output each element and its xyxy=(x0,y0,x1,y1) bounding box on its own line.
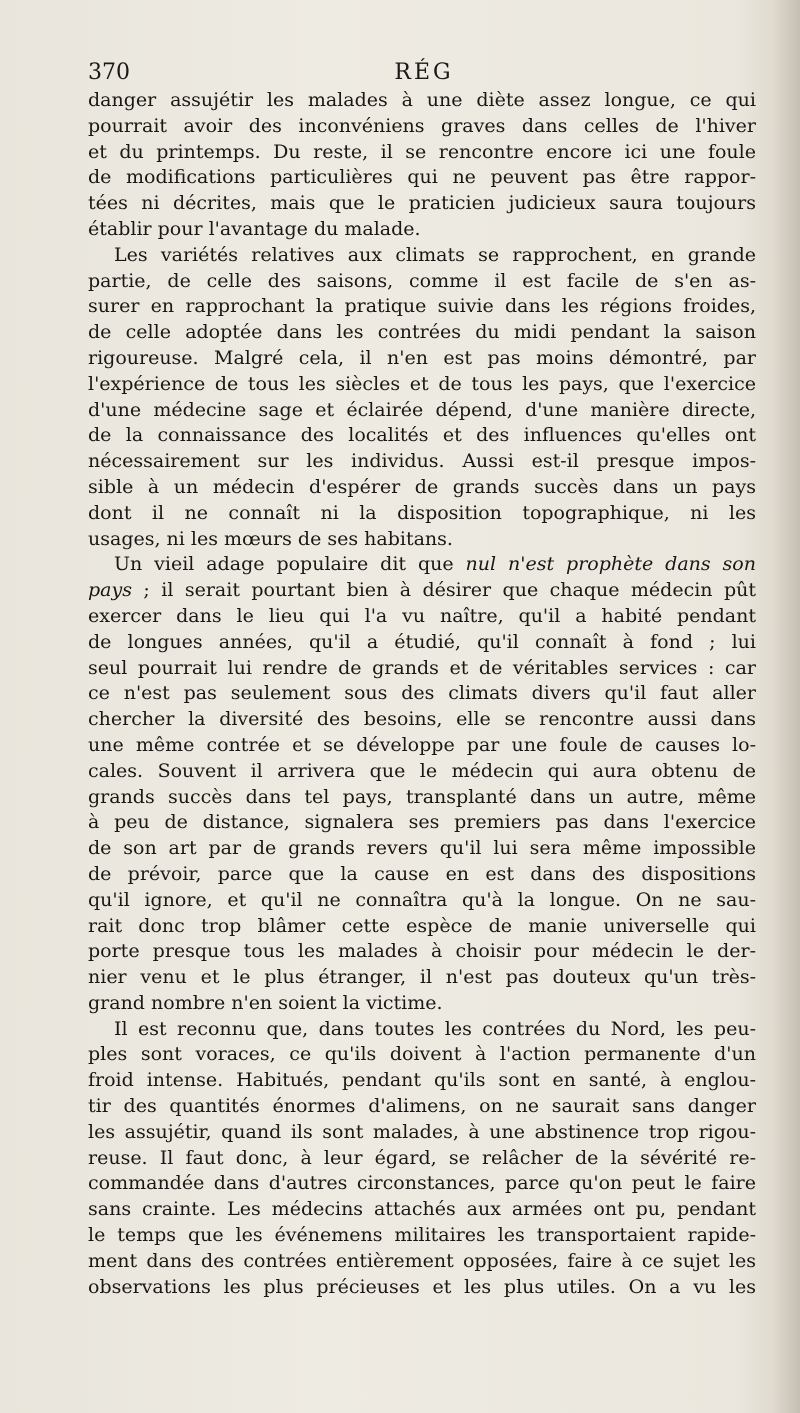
text-line: et du printemps. Du reste, il se rencontre encore ici une foule xyxy=(88,140,756,163)
text-line: rigoureuse. Malgré cela, il n'en est pas moins démontré, par xyxy=(88,346,756,369)
text-line: grand nombre n'en soient la victime. xyxy=(88,991,443,1014)
page-edge-shadow xyxy=(772,0,800,1413)
text-line: ce n'est pas seulement sous des climats divers qu'il faut aller xyxy=(88,682,756,705)
text-line: de longues années, qu'il a étudié, qu'il connaît à fond ; lui xyxy=(88,630,756,653)
text-line: de prévoir, parce que la cause en est dans des dispositions xyxy=(88,862,756,885)
text-line: ples sont voraces, ce qu'ils doivent à l'action permanente d'un xyxy=(88,1043,756,1066)
text-line: les assujétir, quand ils sont malades, à une abstinence trop rigou- xyxy=(88,1120,756,1143)
text-line: danger assujétir les malades à une diète assez longue, ce qui xyxy=(88,89,756,111)
text-line: reuse. Il faut donc, à leur égard, se relâcher de la sévérité re- xyxy=(88,1146,756,1169)
text-line: porte presque tous les malades à choisir pour médecin le der- xyxy=(88,940,756,963)
text-line: de celle adoptée dans les contrées du midi pendant la saison xyxy=(88,321,756,344)
text-line: partie, de celle des saisons, comme il est facile de s'en as- xyxy=(88,269,756,292)
page-header xyxy=(88,58,760,88)
text-line: l'expérience de tous les siècles et de tous les pays, que l'exercice xyxy=(88,372,756,395)
text-line: cales. Souvent il arrivera que le médecin qui aura obtenu de xyxy=(88,759,756,782)
text-line: pourrait avoir des inconvéniens graves dans celles de l'hiver xyxy=(88,114,756,137)
paragraph-2 xyxy=(88,243,756,553)
text-line: d'une médecine sage et éclairée dépend, d'une manière directe, xyxy=(88,398,756,421)
text-line: Les variétés relatives aux climats se rapprochent, en grande xyxy=(114,243,756,266)
text-line: une même contrée et se développe par une foule de causes lo- xyxy=(88,733,756,756)
text-line: de modifications particulières qui ne peuvent pas être rappor- xyxy=(88,166,756,189)
text-line: qu'il ignore, et qu'il ne connaîtra qu'à la longue. On ne sau- xyxy=(88,888,756,911)
text-line: exercer dans le lieu qui l'a vu naître, qu'il a habité pendant xyxy=(88,604,756,627)
italic-phrase: nul n'est prophète dans son xyxy=(465,553,756,576)
italic-phrase: pays xyxy=(88,579,132,602)
text-line: établir pour l'avantage du malade. xyxy=(88,217,421,240)
text-line xyxy=(88,578,756,604)
text-line: froid intense. Habitués, pendant qu'ils sont en santé, à englou- xyxy=(88,1069,756,1092)
text-line xyxy=(88,552,756,578)
text-line: observations les plus précieuses et les plus utiles. On a vu les xyxy=(88,1275,756,1298)
text-line: nécessairement sur les individus. Aussi est-il presque impos- xyxy=(88,450,756,473)
paragraph-4 xyxy=(88,1017,756,1301)
text-line: seul pourrait lui rendre de grands et de véritables services : car xyxy=(88,656,756,679)
text-line: tir des quantités énormes d'alimens, on ne saurait sans danger xyxy=(88,1095,756,1118)
text-line: surer en rapprochant la pratique suivie dans les régions froides, xyxy=(88,295,756,318)
text-line: usages, ni les mœurs de ses habitans. xyxy=(88,527,453,550)
running-head: RÉG xyxy=(394,60,454,85)
paragraph-3 xyxy=(88,552,756,1016)
paragraph-1 xyxy=(88,88,756,243)
text-line: de son art par de grands revers qu'il lui sera même impossible xyxy=(88,837,756,860)
text-line: sible à un médecin d'espérer de grands succès dans un pays xyxy=(88,475,756,498)
text-span: Un vieil adage populaire dit que xyxy=(114,553,466,576)
text-line: Il est reconnu que, dans toutes les contrées du Nord, les peu- xyxy=(114,1017,756,1040)
text-line: tées ni décrites, mais que le praticien judicieux saura toujours xyxy=(88,192,756,215)
text-line: ment dans des contrées entièrement opposées, faire à ce sujet les xyxy=(88,1249,756,1272)
text-line: nier venu et le plus étranger, il n'est pas douteux qu'un très- xyxy=(88,966,756,989)
text-line: de la connaissance des localités et des influences qu'elles ont xyxy=(88,424,756,447)
text-line: sans crainte. Les médecins attachés aux armées ont pu, pendant xyxy=(88,1198,756,1221)
page-number: 370 xyxy=(88,60,130,85)
text-line: dont il ne connaît ni la disposition topographique, ni les xyxy=(88,501,756,524)
text-span: ; il serait pourtant bien à désirer que chaque médecin pût xyxy=(131,579,756,602)
text-line: chercher la diversité des besoins, elle se rencontre aussi dans xyxy=(88,708,756,731)
text-line: le temps que les événemens militaires les transportaient rapide- xyxy=(88,1224,756,1247)
text-line: rait donc trop blâmer cette espèce de manie universelle qui xyxy=(88,914,756,937)
text-line: commandée dans d'autres circonstances, parce qu'on peut le faire xyxy=(88,1172,756,1195)
body-text xyxy=(88,88,756,1300)
text-line: à peu de distance, signalera ses premiers pas dans l'exercice xyxy=(88,811,756,834)
text-line: grands succès dans tel pays, transplanté dans un autre, même xyxy=(88,785,756,808)
